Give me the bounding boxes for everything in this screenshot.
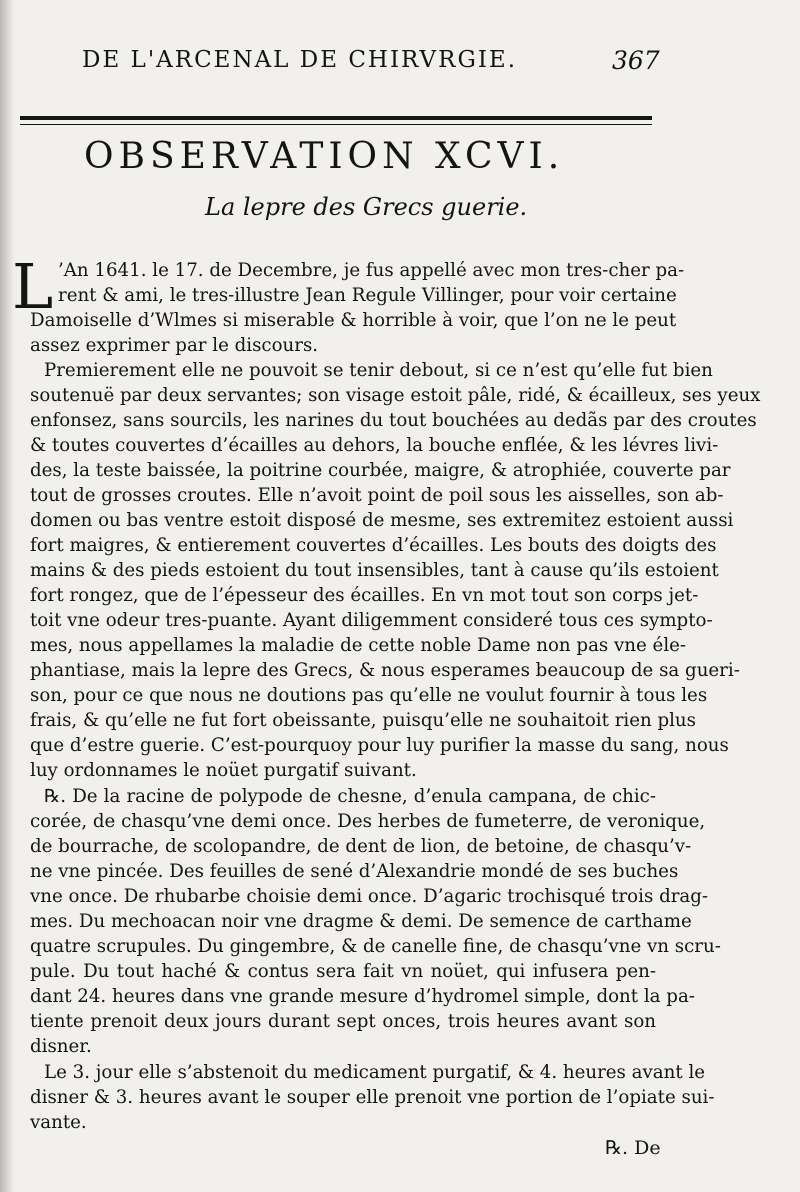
text-line: de bourrache, de scolopandre, de dent de lion, de betoine, de chasqu’v- bbox=[30, 836, 692, 857]
text-line: enfonsez, sans sourcils, les narines du tout bouchées au dedãs par des croutes bbox=[30, 410, 757, 431]
catchword: ℞. De bbox=[605, 1137, 661, 1159]
text-line: & toutes couvertes d’écailles au dehors, la bouche enflée, & les lévres livi- bbox=[30, 435, 719, 456]
text-line: Damoiselle d’Wlmes si miserable & horrible à voir, que l’on ne le peut bbox=[30, 310, 677, 331]
text-line: Premierement elle ne pouvoit se tenir debout, si ce n’est qu’elle fut bien bbox=[44, 360, 713, 381]
text-line: mes. Du mechoacan noir vne dragme & demi. De semence de carthame bbox=[30, 911, 692, 932]
text-line: vne once. De rhubarbe choisie demi once. D’agaric trochisqué trois drag- bbox=[30, 886, 709, 907]
text-line: ℞. De la racine de polypode de chesne, d’enula campana, de chic- bbox=[44, 786, 656, 807]
text-line: soutenuë par deux servantes; son visage estoit pâle, ridé, & écailleux, ses yeux bbox=[30, 385, 761, 406]
header-rule-thick bbox=[20, 116, 652, 120]
text-line: domen ou bas ventre estoit disposé de mesme, ses extremitez estoient aussi bbox=[30, 510, 734, 531]
text-line: frais, & qu’elle ne fut fort obeissante, puisqu’elle ne souhaitoit rien plus bbox=[30, 710, 696, 731]
text-line: rent & ami, le tres-illustre Jean Regule Villinger, pour voir certaine bbox=[58, 285, 677, 306]
text-line: fort rongez, que de l’épesseur des écailles. En vn mot tout son corps jet- bbox=[30, 585, 699, 606]
text-line: ’An 1641. le 17. de Decembre, je fus appellé avec mon tres-cher pa- bbox=[58, 260, 685, 281]
observation-title: OBSERVATION XCVI. bbox=[84, 136, 565, 177]
text-line: vante. bbox=[30, 1112, 87, 1133]
text-line: fort maigres, & entierement couvertes d’écailles. Les bouts des doigts des bbox=[30, 535, 717, 556]
text-line: tout de grosses croutes. Elle n’avoit point de poil sous les aisselles, son ab- bbox=[30, 485, 724, 506]
text-line: Le 3. jour elle s’abstenoit du medicament purgatif, & 4. heures avant le bbox=[44, 1062, 706, 1083]
text-line: mains & des pieds estoient du tout insensibles, tant à cause qu’ils estoient bbox=[30, 560, 719, 581]
text-line: corée, de chasqu’vne demi once. Des herbes de fumeterre, de veronique, bbox=[30, 811, 706, 832]
text-line: pule. Du tout haché & contus sera fait vn noüet, qui infusera pen- bbox=[30, 961, 656, 982]
header-rule-thin bbox=[20, 124, 652, 125]
drop-cap: L bbox=[12, 250, 54, 323]
text-line: dant 24. heures dans vne grande mesure d’hydromel simple, dont la pa- bbox=[30, 986, 695, 1007]
text-line: des, la teste baissée, la poitrine courbée, maigre, & atrophiée, couverte par bbox=[30, 460, 731, 481]
text-line: son, pour ce que nous ne doutions pas qu’elle ne voulut fournir à tous les bbox=[30, 685, 708, 706]
text-line: disner. bbox=[30, 1036, 92, 1057]
text-line: tiente prenoit deux jours durant sept onces, trois heures avant son bbox=[30, 1011, 656, 1032]
text-line: mes, nous appellames la maladie de cette noble Dame non pas vne éle- bbox=[30, 635, 687, 656]
text-line: quatre scrupules. Du gingembre, & de canelle fine, de chasqu’vne vn scru- bbox=[30, 936, 721, 957]
running-head: DE L'ARCENAL DE CHIRVRGIE. bbox=[82, 47, 518, 73]
page-gutter-shadow bbox=[0, 0, 14, 1192]
page-number: 367 bbox=[612, 46, 660, 75]
text-line: ne vne pincée. Des feuilles de sené d’Alexandrie mondé de ses buches bbox=[30, 861, 679, 882]
text-line: assez exprimer par le discours. bbox=[30, 335, 319, 356]
text-line: toit vne odeur tres-puante. Ayant diligemment consideré tous ces sympto- bbox=[30, 610, 713, 631]
text-line: que d’estre guerie. C’est-pourquoy pour luy purifier la masse du sang, nous bbox=[30, 735, 729, 756]
observation-subtitle: La lepre des Grecs guerie. bbox=[205, 193, 528, 221]
text-line: luy ordonnames le noüet purgatif suivant. bbox=[30, 760, 417, 781]
text-line: phantiase, mais la lepre des Grecs, & nous esperames beaucoup de sa gueri- bbox=[30, 660, 740, 681]
text-line: disner & 3. heures avant le souper elle prenoit vne portion de l’opiate sui- bbox=[30, 1087, 715, 1108]
